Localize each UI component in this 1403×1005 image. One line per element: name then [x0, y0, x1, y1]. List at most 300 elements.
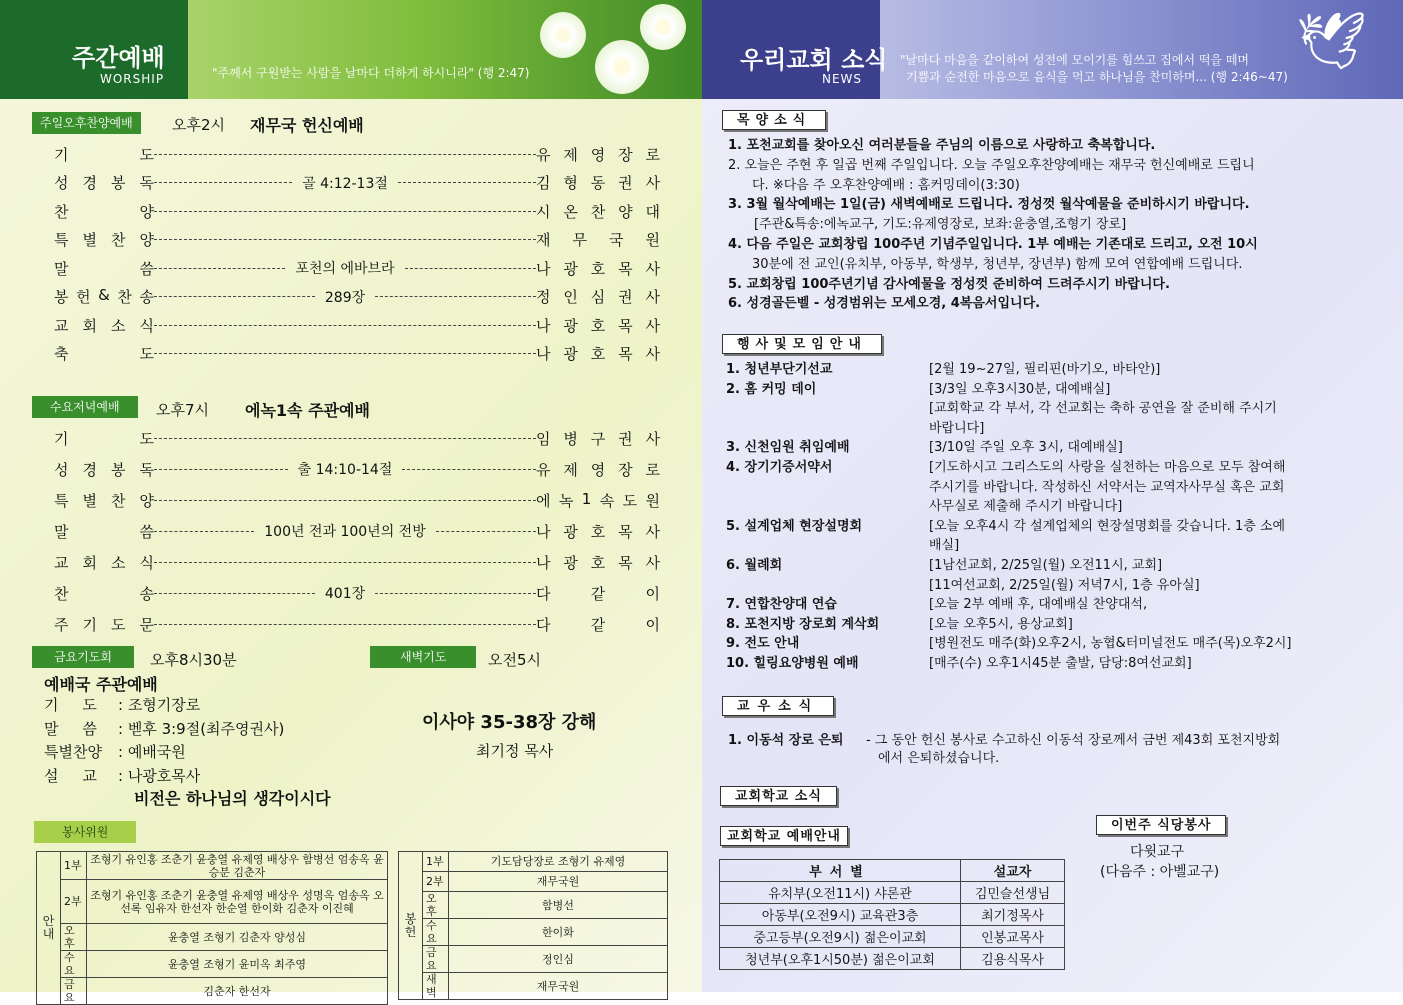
letter: 식 — [139, 316, 154, 335]
letter: 호 — [590, 522, 606, 541]
order-label — [54, 286, 154, 307]
friday-line-value: : 나광호목사 — [118, 766, 201, 785]
event-detail: 사무실로 제출해 주시기 바랍니다] — [929, 499, 1123, 515]
volunteers-tag: 봉사위원 — [34, 821, 136, 843]
letter: 장 — [618, 145, 633, 164]
letter: 기 — [54, 145, 69, 164]
dash-line — [154, 182, 292, 183]
event-detail: [오늘 오후5시, 용상교회] — [929, 616, 1073, 632]
letter: 시 — [536, 202, 551, 221]
wednesday-time: 오후7시 — [156, 401, 210, 419]
school-header-row — [720, 860, 1065, 882]
letter: 정 — [536, 288, 551, 306]
pastoral-item: 6. 성경골든벨 - 성경범위는 모세오경, 4복음서입니다. — [728, 296, 1041, 312]
letter: 별 — [82, 231, 97, 249]
dash-line — [154, 531, 254, 532]
school-title: 교회학교 소식 — [720, 786, 837, 806]
event-name: 1. 청년부단기선교 — [726, 362, 833, 377]
order-label — [54, 552, 154, 573]
letter: 사 — [645, 174, 660, 192]
letter: 로 — [645, 460, 660, 479]
dawn-title: 이사야 35-38장 강해 — [422, 712, 597, 733]
letter: 재 — [536, 231, 551, 249]
volunteer-names: 재무국원 — [449, 973, 668, 1000]
volunteer-row — [37, 880, 388, 924]
letter: 구 — [590, 429, 606, 448]
volunteer-names: 재무국원 — [449, 872, 668, 892]
volunteer-key: 새벽 — [423, 973, 449, 1000]
order-person — [536, 258, 660, 279]
news-title: 우리교회 소식 — [740, 46, 888, 74]
order-leader — [154, 438, 536, 439]
event-detail: [오늘 2부 예배 후, 대예배실 찬양대석, — [929, 597, 1148, 613]
order-person — [536, 583, 660, 604]
news-quote-line1: "날마다 마음을 같이하여 성전에 모이기를 힘쓰고 집에서 떡을 떼며 — [900, 53, 1250, 67]
dash-line — [436, 531, 536, 532]
letter: 씀 — [139, 259, 154, 278]
letter: 호 — [590, 259, 606, 278]
volunteer-names: 정인심 — [449, 946, 668, 973]
volunteer-row — [37, 852, 388, 880]
letter: 주 — [54, 615, 69, 634]
order-label — [54, 144, 154, 165]
dash-line — [154, 593, 315, 594]
letter: 독 — [139, 174, 154, 192]
order-row — [54, 551, 660, 573]
wednesday-tag: 수요저녁예배 — [32, 396, 138, 418]
pastoral-item: 다. ※다음 주 오후찬양예배 : 홈커밍데이(3:30) — [752, 177, 1020, 193]
order-leader — [154, 239, 536, 240]
letter: 송 — [139, 288, 154, 306]
letter: 헌 — [76, 288, 91, 306]
order-leader — [154, 500, 536, 501]
meal-this-week: 다윗교구 — [1130, 844, 1185, 860]
school-dept: 청년부(오후1시50분) 젊은이교회 — [720, 948, 961, 970]
school-col-preacher: 설교자 — [961, 860, 1065, 882]
letter: 사 — [645, 345, 660, 363]
letter: 대 — [645, 202, 660, 221]
friday-line-value: : 조형기장로 — [118, 696, 201, 714]
volunteer-key: 2부 — [61, 880, 87, 924]
letter: 도 — [111, 615, 126, 634]
letter: 식 — [139, 553, 154, 572]
letter: 목 — [618, 345, 633, 363]
order-person — [536, 315, 660, 336]
letter: 이 — [645, 615, 660, 634]
letter: 같 — [590, 615, 606, 634]
letter: 회 — [82, 316, 97, 335]
letter: 기 — [82, 615, 97, 634]
dash-line — [154, 500, 536, 501]
volunteer-names: 기도담당장로 조형기 유제영 — [449, 852, 668, 872]
school-preacher: 김민슬선생님 — [961, 882, 1065, 904]
order-person — [536, 201, 660, 222]
pastoral-item: 5. 교회창립 100주년기념 감사예물을 정성껏 준비하여 드려주시기 바랍니다. — [728, 276, 1170, 292]
worship-title: 주간예배 — [72, 44, 165, 72]
letter: 장 — [618, 460, 633, 479]
letter: 나 — [536, 316, 551, 335]
event-name: 10. 힐링요양병원 예배 — [726, 656, 859, 671]
letter: 로 — [645, 145, 660, 164]
friday-motto: 비전은 하나님의 생각이시다 — [134, 789, 331, 808]
letter: 제 — [563, 145, 578, 164]
letter: 녹 — [558, 491, 574, 510]
letter: 경 — [82, 174, 97, 192]
letter: 같 — [590, 584, 606, 603]
letter: 찬 — [54, 202, 69, 221]
flower-image — [640, 4, 686, 50]
worship-quote: "주께서 구원받는 사람을 날마다 더하게 하시니라" (행 2:47) — [212, 66, 530, 80]
letter: 성 — [54, 460, 69, 479]
sunday-time: 오후2시 — [172, 116, 226, 134]
dash-line — [154, 438, 536, 439]
volunteer-names: 조형기 유인홍 조춘기 윤충열 유제영 배상우 성명옥 엄송옥 오선록 임유자 한선자 한순열 한이화 김춘자 이진혜 — [87, 880, 388, 924]
letter: 도 — [139, 429, 154, 448]
worship-subtitle: WORSHIP — [100, 72, 165, 86]
dawn-tag: 새벽기도 — [370, 646, 476, 668]
dash-line — [154, 624, 536, 625]
volunteer-row — [399, 892, 668, 919]
flower-image — [595, 40, 649, 94]
letter: 목 — [618, 553, 633, 572]
event-name: 5. 설계업체 현장설명회 — [726, 518, 863, 534]
letter: 도 — [622, 491, 638, 510]
order-label — [54, 201, 154, 222]
members-title: 교우소식 — [722, 696, 834, 716]
event-name: 4. 장기기증서약서 — [726, 460, 833, 475]
friday-line-label: 말 씀 — [44, 719, 97, 738]
letter: 병 — [563, 429, 578, 448]
letter: 문 — [139, 615, 154, 634]
letter: 독 — [139, 460, 154, 479]
school-table — [719, 859, 1065, 970]
event-name: 3. 신천임원 취임예배 — [726, 440, 850, 456]
order-leader — [154, 521, 536, 541]
letter: 영 — [590, 145, 606, 164]
pastoral-item: 30분에 전 교인(유치부, 아동부, 학생부, 청년부, 장년부) 함께 모여 연합예배 드립니다. — [752, 256, 1243, 272]
letter: 사 — [645, 316, 660, 335]
events-title: 행사및모임안내 — [722, 334, 882, 354]
bird-icon: 🕊 — [1296, 9, 1368, 74]
order-leader — [154, 562, 536, 563]
letter: 유 — [536, 460, 551, 479]
friday-tag: 금요기도회 — [32, 646, 134, 668]
order-leader — [154, 583, 536, 603]
volunteer-key: 금요 — [61, 978, 87, 1005]
order-label — [54, 428, 154, 449]
order-leader — [154, 325, 536, 326]
letter: 사 — [645, 288, 660, 306]
volunteer-row — [37, 978, 388, 1005]
letter: 송 — [139, 584, 154, 603]
letter: 광 — [563, 345, 578, 363]
letter: 회 — [82, 553, 97, 572]
letter: 광 — [563, 522, 578, 541]
letter: 소 — [111, 553, 126, 572]
volunteer-key: 1부 — [423, 852, 449, 872]
volunteer-key: 오후 — [423, 892, 449, 919]
pastoral-item: 3. 3월 월삭예배는 1일(금) 새벽예배로 드립니다. 정성껏 월삭예물을 준비하시기 바랍니다. — [728, 197, 1250, 213]
letter: 찬 — [590, 202, 606, 221]
sunday-title: 재무국 헌신예배 — [250, 116, 364, 135]
order-label — [54, 172, 154, 193]
order-label — [54, 490, 154, 511]
letter: 말 — [54, 522, 69, 541]
order-label — [54, 521, 154, 542]
order-label — [54, 258, 154, 279]
order-leader — [154, 459, 536, 479]
order-person — [536, 343, 660, 364]
letter: 양 — [139, 231, 154, 249]
volunteer-names: 윤충열 조형기 윤미옥 최주영 — [87, 951, 388, 978]
volunteer-row — [399, 973, 668, 1000]
dash-line — [398, 182, 536, 183]
order-item: 401장 — [324, 586, 366, 602]
school-preacher: 김용식목사 — [961, 948, 1065, 970]
order-label — [54, 583, 154, 604]
letter: 에 — [536, 491, 551, 510]
letter: 온 — [563, 202, 578, 221]
order-label — [54, 315, 154, 336]
event-detail: [3/10일 주일 오후 3시, 대예배실] — [929, 440, 1123, 456]
dash-line — [154, 268, 285, 269]
letter: 사 — [645, 429, 660, 448]
meal-title: 이번주 식당봉사 — [1096, 815, 1226, 835]
volunteer-names: 한이화 — [449, 919, 668, 946]
dash-line — [154, 325, 536, 326]
letter: 목 — [618, 259, 633, 278]
order-person — [536, 229, 660, 250]
order-row — [54, 520, 660, 542]
news-quote-line2: 기쁨과 순전한 마음으로 음식을 먹고 하나님을 찬미하며... (행 2:46~47) — [906, 70, 1288, 84]
letter: 찬 — [54, 584, 69, 603]
school-dept: 유치부(오전11시) 샤론관 — [720, 882, 961, 904]
volunteer-row — [399, 946, 668, 973]
volunteer-row — [399, 852, 668, 872]
letter: 봉 — [54, 288, 69, 306]
letter: 나 — [536, 345, 551, 363]
event-detail: [11여선교회, 2/25일(월) 저녁7시, 1층 유아실] — [929, 577, 1200, 593]
letter: 교 — [54, 316, 69, 335]
pastoral-item: [주관&특송:에녹교구, 기도:유제영장로, 보좌:윤충열,조형기 장로] — [754, 217, 1127, 233]
school-subtitle: 교회학교 예배안내 — [720, 826, 848, 846]
order-item: 100년 전과 100년의 전방 — [264, 524, 426, 540]
volunteer-names: 함병선 — [449, 892, 668, 919]
order-leader — [154, 173, 536, 193]
order-label — [54, 229, 154, 250]
dash-line — [154, 239, 536, 240]
dash-line — [375, 296, 536, 297]
letter: 임 — [536, 429, 551, 448]
worship-header — [0, 0, 702, 99]
dawn-time: 오전5시 — [488, 651, 542, 669]
letter: 사 — [645, 522, 660, 541]
letter: 1 — [581, 489, 592, 508]
letter: 특 — [54, 231, 69, 249]
letter: 씀 — [139, 522, 154, 541]
friday-time: 오후8시30분 — [150, 651, 237, 669]
letter: 양 — [139, 202, 154, 221]
letter: 찬 — [111, 231, 126, 249]
order-person — [536, 459, 660, 480]
dash-line — [154, 353, 536, 354]
dash-line — [375, 593, 536, 594]
friday-line-value: : 예배국원 — [118, 743, 186, 761]
order-row — [54, 343, 660, 365]
friday-line-label: 기 도 — [44, 696, 97, 714]
dash-line — [154, 154, 536, 155]
letter: 나 — [536, 553, 551, 572]
flower-image — [540, 12, 586, 58]
letter: 영 — [590, 460, 606, 479]
news-subtitle: NEWS — [822, 72, 863, 86]
school-row — [720, 926, 1065, 948]
members-item-name: 1. 이동석 장로 은퇴 — [728, 733, 844, 748]
letter: 김 — [536, 174, 551, 192]
dash-line — [405, 268, 536, 269]
letter: 찬 — [111, 491, 126, 510]
event-detail: [매주(수) 오후1시45분 출발, 담당:8여선교회] — [929, 656, 1192, 671]
dash-line — [154, 562, 536, 563]
letter: 권 — [618, 429, 633, 448]
event-name: 2. 홈 커밍 데이 — [726, 381, 817, 397]
dash-line — [154, 211, 536, 212]
event-detail: [기도하시고 그리스도의 사랑을 실천하는 마음으로 모두 참여해 — [929, 460, 1286, 475]
members-item-desc1: - 그 동안 헌신 봉사로 수고하신 이동석 장로께서 금번 제43회 포천지방회 — [866, 733, 1281, 748]
school-col-dept: 부서별 — [720, 860, 961, 882]
order-row — [54, 200, 660, 222]
dash-line — [402, 469, 536, 470]
event-detail: [3/3일 오후3시30분, 대예배실] — [929, 381, 1111, 397]
event-name: 8. 포천지방 장로회 계삭회 — [726, 616, 880, 632]
letter: 광 — [563, 316, 578, 335]
letter: 도 — [139, 145, 154, 164]
order-leader — [154, 211, 536, 212]
order-row — [54, 427, 660, 449]
order-label — [54, 614, 154, 635]
order-row — [54, 286, 660, 308]
order-row — [54, 257, 660, 279]
letter: 광 — [563, 259, 578, 278]
order-person — [536, 552, 660, 573]
letter: 국 — [609, 231, 624, 249]
news-header — [702, 0, 1403, 99]
letter: 인 — [563, 288, 578, 306]
friday-line-label: 특별찬양 — [44, 743, 102, 761]
event-detail: 바랍니다] — [929, 420, 985, 436]
letter: 형 — [563, 174, 578, 192]
letter: 다 — [536, 584, 551, 603]
letter: 유 — [536, 145, 551, 164]
event-name: 6. 월례회 — [726, 558, 783, 573]
letter: 호 — [590, 553, 606, 572]
dash-line — [154, 296, 315, 297]
pastoral-item: 2. 오늘은 주현 후 일곱 번째 주일입니다. 오늘 주일오후찬양예배는 재무국 헌신예배로 드립니 — [728, 157, 1255, 173]
event-detail: [오늘 오후4시 각 설계업체의 현장설명회를 갖습니다. 1층 소예 — [929, 518, 1286, 534]
volunteer-key: 2부 — [423, 872, 449, 892]
letter: 원 — [645, 491, 660, 510]
sunday-tag: 주일오후찬양예배 — [32, 112, 141, 134]
friday-line-label: 설 교 — [44, 766, 97, 785]
order-row — [54, 229, 660, 251]
volunteer-names: 윤충열 조형기 김춘자 양성심 — [87, 924, 388, 951]
letter: 경 — [82, 460, 97, 479]
letter: 속 — [599, 491, 615, 510]
volunteer-key: 수요 — [61, 951, 87, 978]
order-row — [54, 582, 660, 604]
order-row — [54, 613, 660, 635]
order-label — [54, 459, 154, 480]
letter: 이 — [645, 584, 660, 603]
letter: 성 — [54, 174, 69, 192]
volunteer-row — [399, 919, 668, 946]
event-name: 7. 연합찬양대 연습 — [726, 597, 837, 613]
order-label — [54, 343, 154, 364]
letter: 동 — [590, 174, 606, 192]
event-detail: [1남선교회, 2/25일(월) 오전11시, 교회] — [929, 558, 1163, 573]
letter: 양 — [618, 202, 633, 221]
volunteer-names: 조형기 유인홍 조춘기 윤충열 유제영 배상우 함병선 엄송옥 윤승분 김춘자 — [87, 852, 388, 880]
volunteer-row — [37, 951, 388, 978]
volunteer-names: 김춘자 한선자 — [87, 978, 388, 1005]
letter: 사 — [645, 259, 660, 278]
school-dept: 중고등부(오전9시) 젊은이교회 — [720, 926, 961, 948]
friday-line-value: : 벧후 3:9절(최주영권사) — [118, 719, 285, 738]
letter: 다 — [536, 615, 551, 634]
letter: 소 — [111, 316, 126, 335]
letter: 교 — [54, 553, 69, 572]
event-detail: [2월 19~27일, 필리핀(바기오, 바타안)] — [929, 362, 1161, 377]
school-row — [720, 882, 1065, 904]
letter: 특 — [54, 491, 69, 510]
wednesday-title: 에녹1속 주관예배 — [245, 401, 370, 420]
letter: 목 — [618, 522, 633, 541]
letter: 원 — [645, 231, 660, 249]
usher-table — [36, 851, 388, 1005]
letter: 나 — [536, 522, 551, 541]
letter: 말 — [54, 259, 69, 278]
volunteer-group: 봉헌 — [399, 852, 423, 1000]
volunteer-key: 오후 — [61, 924, 87, 951]
school-preacher: 최기정목사 — [961, 904, 1065, 926]
letter: 제 — [563, 460, 578, 479]
letter: 광 — [563, 553, 578, 572]
pastoral-item: 1. 포천교회를 찾아오신 여러분들을 주님의 이름으로 사랑하고 축복합니다. — [728, 138, 1156, 153]
pastoral-title: 목양소식 — [722, 110, 826, 130]
letter: 도 — [139, 345, 154, 363]
order-item: 골 4:12-13절 — [302, 175, 388, 192]
order-leader — [154, 258, 536, 278]
members-item-desc2: 에서 은퇴하셨습니다. — [878, 751, 1000, 766]
letter: 축 — [54, 345, 69, 363]
volunteer-key: 1부 — [61, 852, 87, 880]
school-row — [720, 904, 1065, 926]
order-item: 포천의 에바브라 — [295, 261, 395, 277]
order-person — [536, 144, 660, 165]
letter: 사 — [645, 553, 660, 572]
letter: 권 — [618, 174, 633, 192]
letter: 별 — [82, 491, 97, 510]
order-item: 출 14:10-14절 — [297, 462, 393, 478]
order-leader — [154, 624, 536, 625]
order-row — [54, 489, 660, 511]
order-leader — [154, 154, 536, 155]
letter: 나 — [536, 259, 551, 278]
order-person — [536, 428, 660, 449]
letter: 봉 — [111, 174, 126, 192]
letter: 목 — [618, 316, 633, 335]
order-person — [536, 521, 660, 542]
